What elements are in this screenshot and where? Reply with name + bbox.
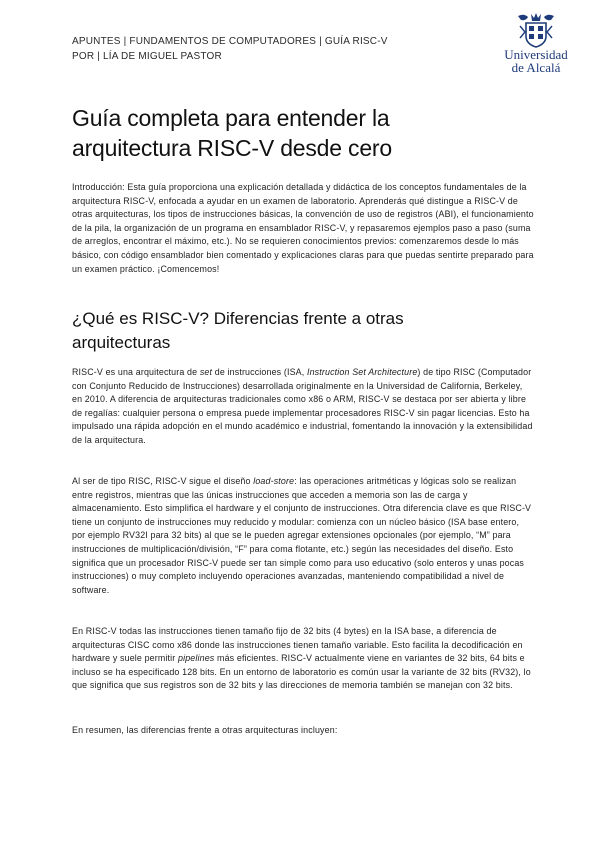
text-run: Al ser de tipo RISC, RISC-V sigue el diseño	[72, 476, 254, 486]
italic-term-isa: Instruction Set Architecture	[306, 367, 418, 377]
intro-paragraph: Introducción: Esta guía proporciona una explicación detallada y didáctica de los conceptos fundamentales de la arquitectura RISC-V, enfocada a ayudar en un examen de laboratorio. Aprenderás qué distingue a RISC-V de otras arquitecturas, los tipos de instrucciones básicas, la convención de uso de registros (ABI), el funcionamiento de la pila, la organización de un programa en ensamblador RISC-V, y repasaremos ejemplos paso a paso (suma de arreglos, encontrar el máximo, etc.). No se requieren conocimientos previos: comenzaremos desde lo más básico, con código ensamblador bien comentado y explicaciones claras para que puedas sentirte preparado para un examen práctico. ¡Comencemos!	[72, 182, 534, 274]
text-run: : las operaciones aritméticas y lógicas solo se realizan entre registros, mientras que las únicas instrucciones que acceden a memoria son las de carga y almacenamiento. Esto simplifica el hardware y el conjunto de instrucciones. Otra diferencia clave es que RISC-V tiene un conjunto de instrucciones muy reducido y modular: comienza con un núcleo básico (ISA base entero, por ejemplo RV32I para 32 bits) al que se le pueden agregar extensiones opcionales (por ejemplo, “M” para instrucciones de multiplicación/división, “F” para coma flotante, etc.) según las necesidades del diseño. Esto significa que un procesador RISC-V puede ser tan simple como para uso educativo (solo enteros y unas pocas instrucciones) o muy completo incluyendo operaciones avanzadas, manteniendo compatibilidad a nivel de software.	[72, 476, 532, 595]
text-run: En RISC-V todas las instrucciones tienen tamaño fijo de 32 bits (4 bytes) en la ISA base, a diferencia de arquitecturas CISC como x86 donde las instrucciones tienen tamaño variable. Esto facilita la decodificación en hardware y suele permitir	[72, 626, 523, 664]
paragraph-instruction-size	[72, 625, 534, 693]
logo-text-alcala: de Alcalá	[511, 60, 561, 75]
text-run: ) de tipo RISC (Computador con Conjunto Reducido de Instrucciones) desarrollada originalmente en la Universidad de California, Berkeley, en 2010. A diferencia de arquitecturas tradicionales como x86 o ARM, RISC-V se destaca por ser abierta y libre de regalías: cualquier persona o empresa puede implementar procesadores RISC-V sin pagar licencias. Esto ha impulsado una rápida adopción en el mundo académico e industrial, fomentando la innovación y la extensibilidad de la arquitectura.	[72, 367, 533, 445]
header-line-course: APUNTES | FUNDAMENTOS DE COMPUTADORES | GUÍA RISC-V	[72, 36, 388, 47]
text-run: más eficientes. RISC-V actualmente viene en variantes de 32 bits, 64 bits e incluso se ha especificado 128 bits. En un entorno de laboratorio es común usar la variante de 32 bits (RV32), lo que significa que sus registros son de 32 bits y las direcciones de memoria también se manejan con 32 bits.	[72, 653, 531, 691]
document-header	[72, 34, 452, 64]
text-run: de instrucciones (ISA,	[212, 367, 307, 377]
header-line-author: POR | LÍA DE MIGUEL PASTOR	[72, 51, 222, 62]
text-run: RISC-V es una arquitectura de	[72, 367, 200, 377]
university-logo	[497, 12, 575, 80]
italic-term-pipelines: pipelines	[178, 653, 215, 664]
paragraph-summary-intro: En resumen, las diferencias frente a otras arquitecturas incluyen:	[72, 725, 338, 735]
university-crest-icon	[514, 12, 558, 48]
italic-term-set: set	[199, 367, 213, 377]
paragraph-load-store	[72, 475, 534, 597]
page-title: Guía completa para entender la arquitectura RISC-V desde cero	[72, 105, 392, 161]
paragraph-riscv-definition	[72, 366, 534, 448]
logo-text-universidad: Universidad	[504, 47, 568, 62]
italic-term-load-store: load-store	[253, 476, 295, 486]
section-heading-que-es-riscv: ¿Qué es RISC-V? Diferencias frente a otras arquitecturas	[72, 309, 404, 352]
